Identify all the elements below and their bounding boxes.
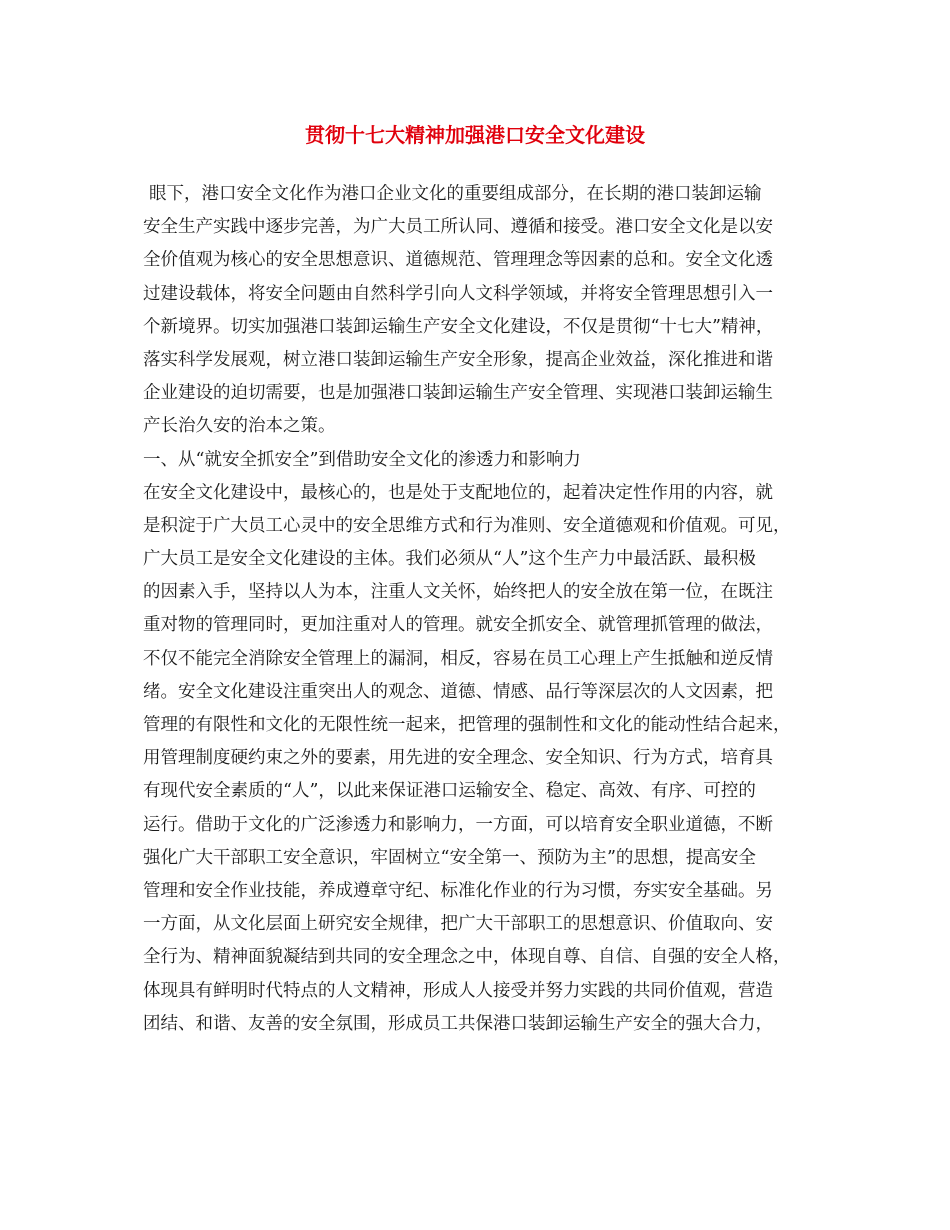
text-line: 运行。借助于文化的广泛渗透力和影响力，一方面，可以培育安全职业道德，不断 [143, 814, 773, 835]
text-line: 用管理制度硬约束之外的要素，用先进的安全理念、安全知识、行为方式，培育具 [143, 748, 773, 769]
text-line: 不仅不能完全消除安全管理上的漏洞，相反，容易在员工心理上产生抵触和逆反情 [143, 648, 773, 669]
document-title: 贯彻十七大精神加强港口安全文化建设 [305, 123, 645, 147]
document-body [143, 178, 823, 1041]
text-line: 全行为、精神面貌凝结到共同的安全理念之中，体现自尊、自信、自强的安全人格， [143, 947, 791, 968]
text-line: 有现代安全素质的“人”，以此来保证港口运输安全、稳定、高效、有序、可控的 [143, 781, 756, 802]
text-line: 产长治久安的治本之策。 [143, 416, 336, 437]
text-line: 过建设载体，将安全问题由自然科学引向人文科学领域，并将安全管理思想引入一 [143, 283, 773, 304]
section-heading: 一、从“就安全抓安全”到借助安全文化的渗透力和影响力 [143, 449, 581, 470]
text-line: 管理和安全作业技能，养成遵章守纪、标准化作业的行为习惯，夯实安全基础。另 [143, 880, 773, 901]
text-line: 重对物的管理同时，更加注重对人的管理。就安全抓安全、就管理抓管理的做法， [143, 615, 773, 636]
text-line: 管理的有限性和文化的无限性统一起来，把管理的强制性和文化的能动性结合起来， [143, 715, 791, 735]
text-line: 在安全文化建设中，最核心的，也是处于支配地位的，起着决定性作用的内容，就 [143, 482, 773, 503]
text-line: 的因素入手，坚持以人为本，注重人文关怀，始终把人的安全放在第一位，在既注 [143, 582, 773, 603]
text-line: 眼下，港口安全文化作为港口企业文化的重要组成部分，在长期的港口装卸运输 [149, 184, 762, 204]
text-line: 一方面，从文化层面上研究安全规律，把广大干部职工的思想意识、价值取向、安 [143, 914, 773, 935]
text-line: 全价值观为核心的安全思想意识、道德规范、管理理念等因素的总和。安全文化透 [143, 250, 773, 271]
text-line: 强化广大干部职工安全意识，牢固树立“安全第一、预防为主”的思想，提高安全 [143, 847, 756, 868]
text-line: 落实科学发展观，树立港口装卸运输生产安全形象，提高企业效益，深化推进和谐 [143, 349, 773, 370]
text-line: 体现具有鲜明时代特点的人文精神，形成人人接受并努力实践的共同价值观，营造 [143, 980, 773, 1001]
text-line: 团结、和谐、友善的安全氛围，形成员工共保港口装卸运输生产安全的强大合力， [143, 1013, 773, 1034]
text-line: 广大员工是安全文化建设的主体。我们必须从“人”这个生产力中最活跃、最积极 [143, 549, 756, 570]
text-line: 安全生产实践中逐步完善，为广大员工所认同、遵循和接受。港口安全文化是以安 [143, 217, 773, 238]
text-line: 绪。安全文化建设注重突出人的观念、道德、情感、品行等深层次的人文因素，把 [143, 681, 773, 702]
text-line: 企业建设的迫切需要，也是加强港口装卸运输生产安全管理、实现港口装卸运输生 [143, 383, 773, 404]
text-line: 个新境界。切实加强港口装卸运输生产安全文化建设，不仅是贯彻“十七大”精神， [143, 316, 774, 337]
text-line: 是积淀于广大员工心灵中的安全思维方式和行为准则、安全道德观和价值观。可见， [143, 515, 791, 536]
